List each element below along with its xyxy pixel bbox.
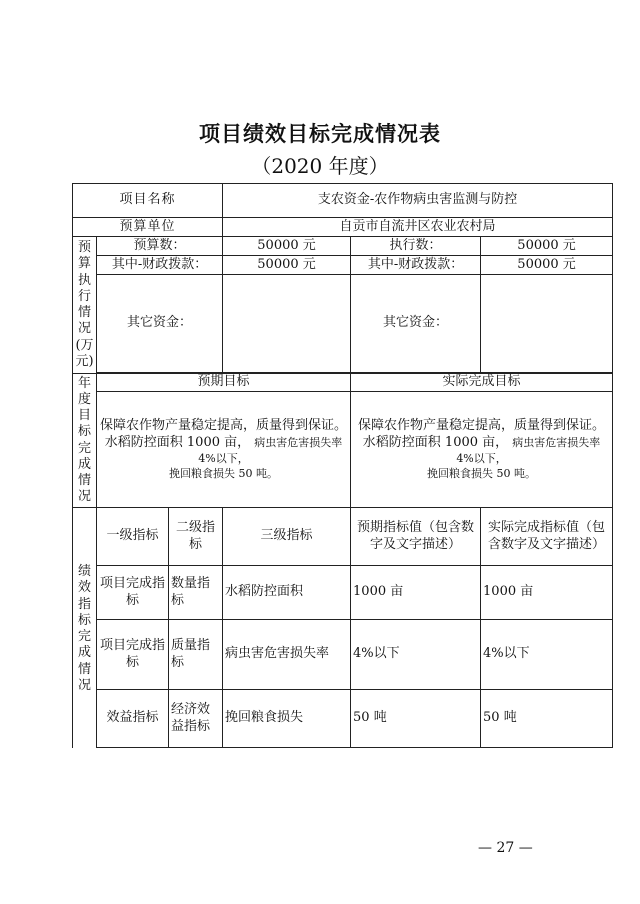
actual-value-header: 实际完成指标值（包含数字及文字描述） xyxy=(481,508,613,566)
fiscal-value: 50000 元 xyxy=(223,256,351,275)
expected-goal-line: 保障农作物产量稳定提高，质量得到保证。水稻防控面积 1000 亩， xyxy=(100,418,348,450)
expected-goal-line: 病虫害危害损失率 4%以下， xyxy=(198,435,343,465)
expected-value-header: 预期指标值（包含数字及文字描述） xyxy=(351,508,481,566)
actual-value-cell: 4%以下 xyxy=(481,620,613,690)
annual-section-label xyxy=(73,374,97,508)
other-funds-label: 其它资金： xyxy=(97,275,223,373)
indicator-section-char: 效 xyxy=(77,580,91,596)
other-funds-row xyxy=(73,275,613,373)
budget-section-char: 情 xyxy=(77,305,91,320)
annual-section-char: 情 xyxy=(77,473,91,488)
indicator-header-row xyxy=(73,508,613,566)
goal-content-row xyxy=(73,392,613,508)
level2-cell: 数量指标 xyxy=(169,566,223,620)
actual-value-cell: 1000 亩 xyxy=(481,566,613,620)
other-funds-label: 其它资金： xyxy=(351,275,481,373)
indicator-row xyxy=(73,620,613,690)
indicator-row xyxy=(73,690,613,748)
annual-section-char: 度 xyxy=(77,391,91,407)
level2-header: 二级指标 xyxy=(169,508,223,566)
expected-goal-text xyxy=(97,392,351,508)
expected-goal-header: 预期目标 xyxy=(97,374,351,392)
level3-cell: 挽回粮食损失 xyxy=(223,690,351,748)
level2-cell: 经济效益指标 xyxy=(169,690,223,748)
fiscal-label: 其中-财政拨款： xyxy=(97,256,223,275)
budget-section-char: 行 xyxy=(77,288,91,304)
annual-section-char: 况 xyxy=(77,489,91,505)
budget-amount-row xyxy=(73,237,613,256)
budget-amount-label: 预算数： xyxy=(97,237,223,256)
budget-unit-value: 自贡市自流井区农业农村局 xyxy=(223,218,613,237)
annual-section-char: 标 xyxy=(77,424,91,440)
budget-section-char: (万 xyxy=(75,337,94,353)
actual-goal-text xyxy=(351,392,613,508)
level1-cell: 效益指标 xyxy=(97,690,169,748)
project-name-value: 支农资金-农作物病虫害监测与防控 xyxy=(223,184,613,218)
project-name-label: 项目名称 xyxy=(73,184,223,218)
budget-section-label xyxy=(73,237,97,374)
expected-value-cell: 1000 亩 xyxy=(351,566,481,620)
indicator-section-char: 标 xyxy=(77,612,91,628)
exec-amount-value: 50000 元 xyxy=(481,237,613,256)
level3-header: 三级指标 xyxy=(223,508,351,566)
goal-header-row xyxy=(73,374,613,392)
expected-goal-line: 挽回粮食损失 50 吨。 xyxy=(169,467,279,480)
project-name-row xyxy=(73,184,613,218)
annual-section-char: 完 xyxy=(77,440,91,456)
budget-amount-value: 50000 元 xyxy=(223,237,351,256)
actual-value-cell: 50 吨 xyxy=(481,690,613,748)
level2-cell: 质量指标 xyxy=(169,620,223,690)
budget-section-char: 算 xyxy=(77,256,91,272)
document-title: 项目绩效目标完成情况表 xyxy=(199,122,441,146)
level3-cell: 水稻防控面积 xyxy=(223,566,351,620)
annual-section-char: 成 xyxy=(77,456,91,472)
expected-value-cell: 50 吨 xyxy=(351,690,481,748)
indicator-section-label xyxy=(73,508,97,748)
budget-section-char: 元) xyxy=(75,353,94,369)
budget-unit-row xyxy=(73,218,613,237)
actual-goal-header: 实际完成目标 xyxy=(351,374,613,392)
level1-cell: 项目完成指标 xyxy=(97,566,169,620)
performance-table xyxy=(72,183,613,748)
annual-section-char: 目 xyxy=(77,408,91,423)
actual-goal-line: 保障农作物产量稳定提高，质量得到保证。水稻防控面积 1000 亩， xyxy=(358,418,606,450)
budget-section-char: 预 xyxy=(77,240,91,255)
fiscal-value: 50000 元 xyxy=(481,256,613,275)
indicator-section-char: 指 xyxy=(77,596,91,612)
page-number: — 27 — xyxy=(478,840,533,856)
indicator-section-char: 完 xyxy=(77,629,91,644)
other-funds-value xyxy=(223,275,351,373)
fiscal-label: 其中-财政拨款： xyxy=(351,256,481,275)
budget-section-char: 执 xyxy=(77,272,91,288)
budget-section-char: 况 xyxy=(77,321,91,337)
indicator-section-char: 况 xyxy=(77,677,91,693)
expected-value-cell: 4%以下 xyxy=(351,620,481,690)
budget-unit-label: 预算单位 xyxy=(73,218,223,237)
indicator-section-char: 情 xyxy=(77,661,91,677)
document-subtitle: （2020 年度） xyxy=(251,154,389,178)
level1-cell: 项目完成指标 xyxy=(97,620,169,690)
indicator-row xyxy=(73,566,613,620)
indicator-section-char: 成 xyxy=(77,645,91,661)
exec-amount-label: 执行数： xyxy=(351,237,481,256)
level3-cell: 病虫害危害损失率 xyxy=(223,620,351,690)
indicator-section-char: 绩 xyxy=(77,564,91,579)
fiscal-row xyxy=(73,256,613,275)
level1-header: 一级指标 xyxy=(97,508,169,566)
annual-section-char: 年 xyxy=(77,375,91,391)
other-funds-value xyxy=(481,275,613,373)
actual-goal-line: 挽回粮食损失 50 吨。 xyxy=(427,467,537,480)
actual-goal-line: 病虫害危害损失率 4%以下， xyxy=(456,435,601,465)
